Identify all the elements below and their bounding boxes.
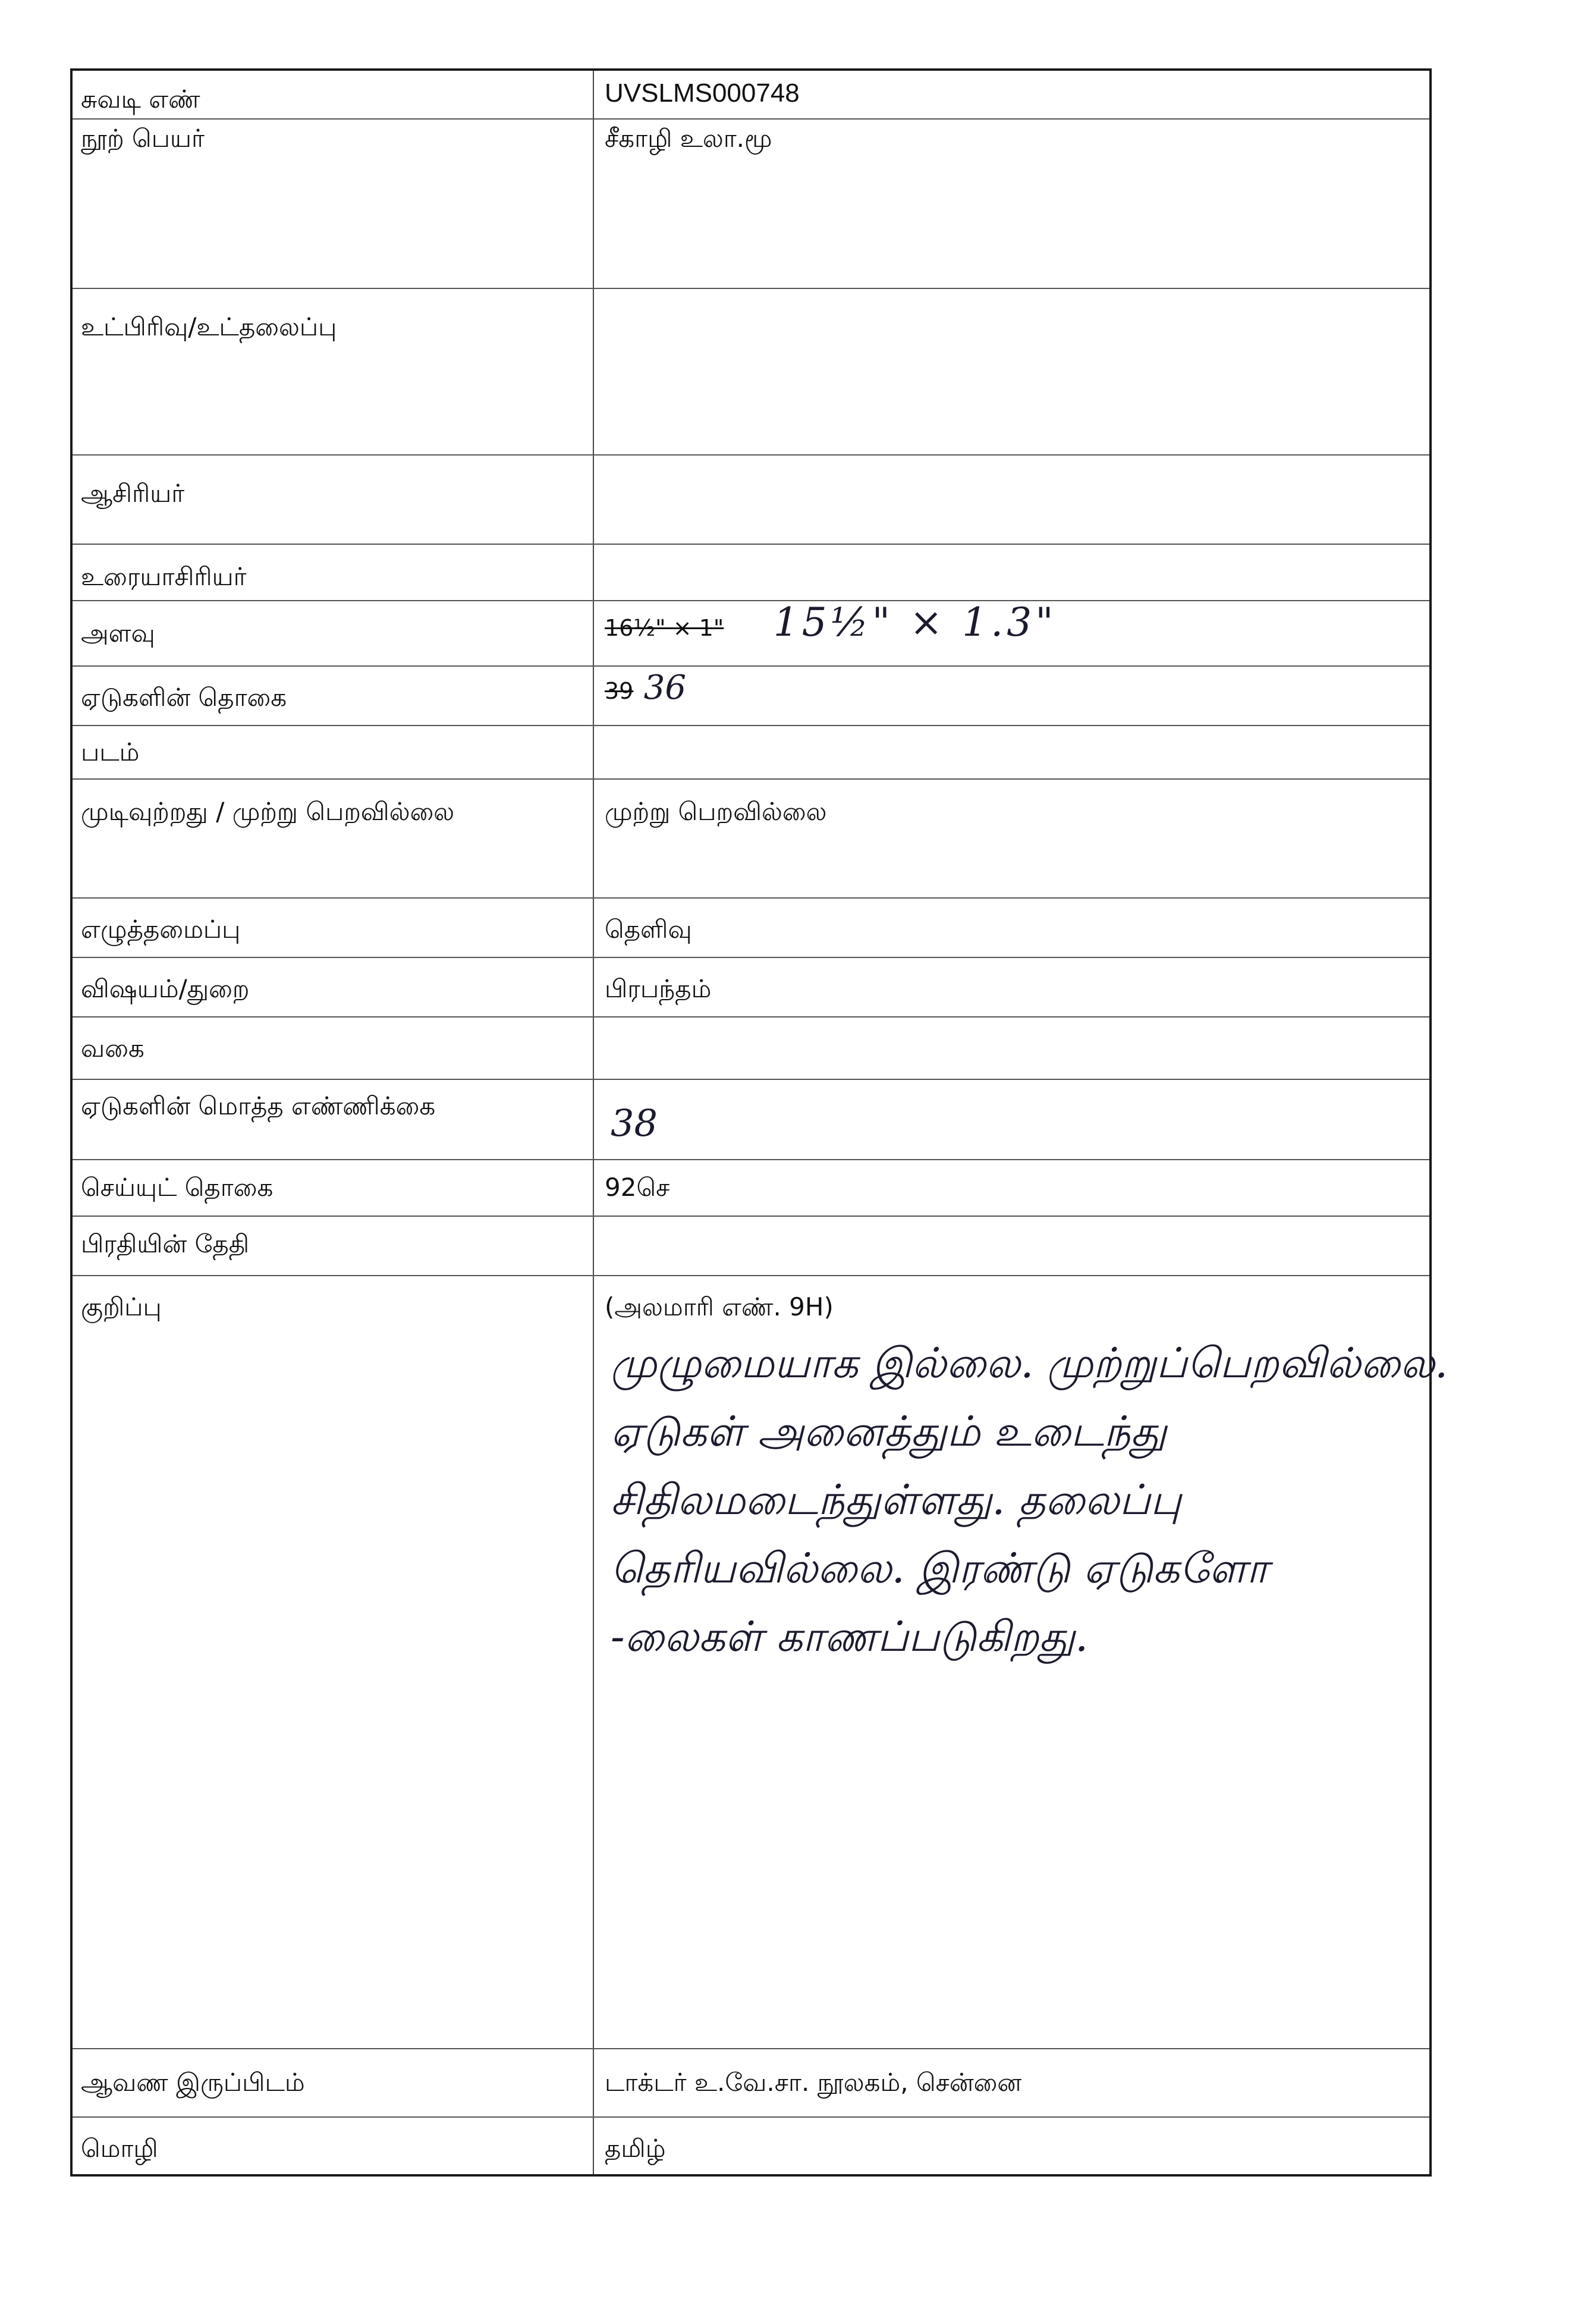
row-total-leaves [73,1079,1429,1160]
row-size [73,600,1429,667]
label-picture: படம் [81,737,140,767]
leaf-count-handwritten-value: 36 [643,668,686,707]
label-type: வகை [81,1034,144,1063]
value-script: தெளிவு [605,915,692,944]
value-repository: டாக்டர் உ.வே.சா. நூலகம், சென்னை [605,2068,1022,2097]
value-notes-printed: (அலமாரி எண். 9H) [605,1292,834,1321]
label-total-leaves: ஏடுகளின் மொத்த எண்ணிக்கை [81,1091,436,1120]
note-handwritten-line: தெரியவில்லை. இரண்டு ஏடுகளோ [611,1544,1269,1593]
label-author: ஆசிரியர் [81,479,185,508]
row-verse-count [73,1159,1429,1217]
row-subsection [73,288,1429,456]
row-copy-date [73,1216,1429,1276]
row-manuscript-number [73,71,1429,120]
row-notes [73,1275,1448,2049]
label-completion: முடிவுற்றது / முற்று பெறவில்லை [81,797,455,826]
manuscript-record-table [70,68,1448,2177]
row-author [73,454,1429,545]
row-leaf-count [73,665,1429,726]
value-leaf-count [605,668,1419,707]
row-picture [73,725,1429,780]
note-handwritten-line: ஏடுகள் அனைத்தும் உடைந்து [611,1407,1167,1456]
size-handwritten-value: 15½" × 1.3" [773,599,1057,645]
value-total-leaves: 38 [611,1101,658,1145]
leaf-count-struck-value: 39 [605,678,634,704]
value-subject: பிரபந்தம் [605,974,712,1003]
label-leaf-count: ஏடுகளின் தொகை [81,683,287,712]
row-script [73,897,1429,958]
label-manuscript-number: சுவடி எண் [81,84,200,114]
row-title [73,118,1429,289]
value-language: தமிழ் [605,2134,666,2163]
row-language [73,2116,1429,2177]
value-manuscript-number: UVSLMS000748 [605,78,800,108]
label-repository: ஆவண இருப்பிடம் [81,2068,305,2097]
value-title: சீகாழி உலா.மூ [605,124,772,153]
size-struck-value: 16½" × 1" [605,615,724,641]
value-size [605,599,1419,645]
note-handwritten-line: சிதிலமடைந்துள்ளது. தலைப்பு [611,1475,1181,1524]
row-completion [73,778,1429,899]
label-title: நூற் பெயர் [81,124,205,153]
label-script: எழுத்தமைப்பு [81,915,241,944]
label-notes: குறிப்பு [81,1292,162,1321]
row-repository [73,2048,1429,2118]
label-commentator: உரையாசிரியர் [81,562,247,591]
note-handwritten-line: முழுமையாக இல்லை. முற்றுப்பெறவில்லை. [611,1339,1448,1387]
row-subject [73,957,1429,1017]
row-type [73,1016,1429,1080]
row-commentator [73,544,1429,601]
value-completion: முற்று பெறவில்லை [605,797,827,826]
note-handwritten-line: -லைகள் காணப்படுகிறது. [611,1612,1089,1661]
label-verse-count: செய்யுட் தொகை [81,1173,273,1202]
label-subsection: உட்பிரிவு/உட்தலைப்பு [81,312,337,341]
label-subject: விஷயம்/துறை [81,974,250,1003]
label-size: அளவு [81,618,155,648]
label-language: மொழி [81,2134,158,2163]
label-copy-date: பிரதியின் தேதி [81,1229,250,1258]
value-verse-count: 92செ [605,1173,670,1202]
